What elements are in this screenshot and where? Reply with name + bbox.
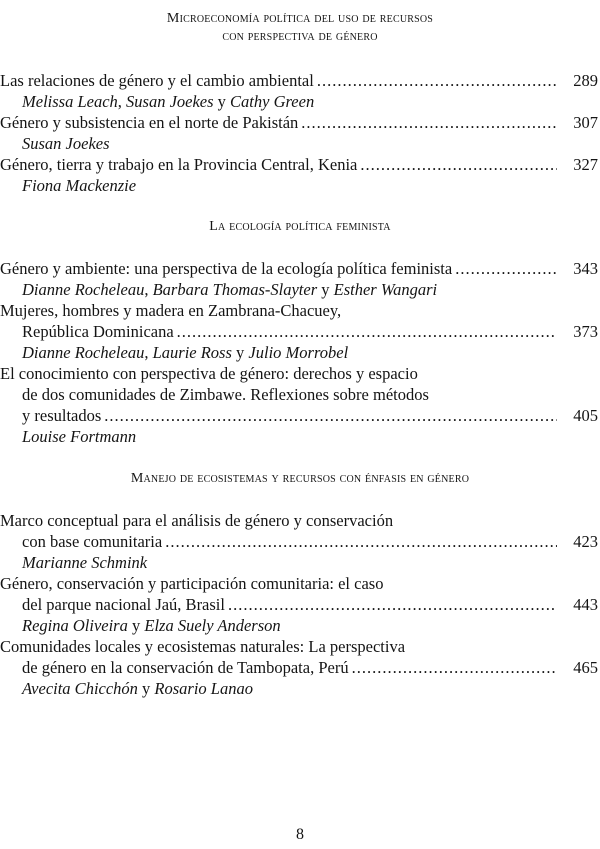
toc-entry[interactable] xyxy=(0,70,600,112)
dot-leader xyxy=(165,531,557,552)
dot-leader-row xyxy=(0,154,560,175)
toc-entry[interactable] xyxy=(0,636,600,699)
entry-title-line: Marco conceptual para el análisis de género y conservación xyxy=(0,511,394,530)
author-separator: y xyxy=(231,343,249,362)
dot-leader-row xyxy=(0,258,560,279)
dot-leader xyxy=(360,154,557,175)
page-number[interactable]: 423 xyxy=(573,532,598,551)
author-name: Regina Oliveira xyxy=(22,616,128,635)
author-name: Elza Suely Anderson xyxy=(144,616,281,635)
dot-leader xyxy=(301,112,557,133)
entry-title-line: El conocimiento con perspectiva de género: derechos y espacio xyxy=(0,364,418,383)
author-name: Rosario Lanao xyxy=(154,679,253,698)
page-number[interactable]: 373 xyxy=(573,322,598,341)
entry-title-line xyxy=(0,258,600,279)
author-separator: y xyxy=(317,280,334,299)
toc-entry[interactable] xyxy=(0,300,600,363)
dot-leader xyxy=(352,657,557,678)
dot-leader xyxy=(104,405,557,426)
folio-page-number: 8 xyxy=(296,826,304,843)
author-name: Dianne Rocheleau xyxy=(22,280,145,299)
entry-title: de género en la conservación de Tambopata, Perú xyxy=(22,658,349,677)
entry-title-line: Género, conservación y participación comunitaria: el caso xyxy=(0,574,384,593)
page-number[interactable]: 343 xyxy=(573,259,598,278)
author-name: Julio Morrobel xyxy=(248,343,349,362)
entry-authors xyxy=(0,678,600,699)
section-heading xyxy=(0,470,600,488)
author-name: Laurie Ross xyxy=(152,343,232,362)
entry-authors xyxy=(0,342,600,363)
section-heading xyxy=(0,10,600,46)
page-number[interactable]: 405 xyxy=(573,406,598,425)
entry-title: Género y subsistencia en el norte de Pakistán xyxy=(0,113,299,132)
entry-authors xyxy=(0,175,600,196)
author-name: Louise Fortmann xyxy=(22,427,137,446)
entry-title: Género, tierra y trabajo en la Provincia Central, Kenia xyxy=(0,155,358,174)
toc-entry[interactable] xyxy=(0,112,600,154)
entry-title-line xyxy=(0,594,600,615)
dot-leader xyxy=(317,70,557,91)
entry-title-line xyxy=(0,405,600,426)
entry-title-line xyxy=(0,70,600,91)
toc-entry[interactable] xyxy=(0,510,600,573)
section-heading-line: con perspectiva de género xyxy=(222,29,378,44)
author-name: Susan Joekes xyxy=(22,134,110,153)
dot-leader-row xyxy=(0,405,560,426)
section-heading-line: Manejo de ecosistemas y recursos con énfasis en género xyxy=(130,471,470,486)
dot-leader-row xyxy=(0,531,560,552)
entry-title-line: Comunidades locales y ecosistemas naturales: La perspectiva xyxy=(0,637,406,656)
section-heading-line: Microeconomía política del uso de recursos xyxy=(166,11,434,26)
author-name: Susan Joekes xyxy=(126,92,214,111)
entry-title-line xyxy=(0,531,600,552)
author-separator: y xyxy=(137,679,155,698)
page-number[interactable]: 327 xyxy=(573,155,598,174)
entry-authors xyxy=(0,91,600,112)
author-separator: y xyxy=(127,616,145,635)
author-name: Avecita Chicchón xyxy=(22,679,138,698)
page-number[interactable]: 289 xyxy=(573,71,598,90)
author-name: Esther Wangari xyxy=(333,280,438,299)
entry-authors xyxy=(0,552,600,573)
toc-entry[interactable] xyxy=(0,258,600,300)
page-number[interactable]: 465 xyxy=(573,658,598,677)
section-heading xyxy=(0,218,600,236)
author-separator: , xyxy=(144,343,153,362)
entry-authors xyxy=(0,279,600,300)
author-name: Marianne Schmink xyxy=(22,553,148,572)
dot-leader-row xyxy=(0,112,560,133)
toc-entry[interactable] xyxy=(0,363,600,447)
entry-title: República Dominicana xyxy=(22,322,174,341)
entry-title-line: de dos comunidades de Zimbawe. Reflexiones sobre métodos xyxy=(22,385,429,404)
dot-leader-row xyxy=(0,594,560,615)
dot-leader-row xyxy=(0,70,560,91)
dot-leader xyxy=(455,258,557,279)
toc-entry[interactable] xyxy=(0,154,600,196)
entry-title-line: Mujeres, hombres y madera en Zambrana-Chacuey, xyxy=(0,301,342,320)
dot-leader-row xyxy=(0,321,560,342)
entry-title-line xyxy=(0,657,600,678)
author-name: Cathy Green xyxy=(230,92,315,111)
entry-title-line xyxy=(0,112,600,133)
entry-authors xyxy=(0,133,600,154)
entry-authors xyxy=(0,426,600,447)
author-separator: , xyxy=(117,92,127,111)
author-name: Melissa Leach xyxy=(22,92,118,111)
dot-leader xyxy=(228,594,557,615)
author-separator: y xyxy=(213,92,231,111)
author-name: Fiona Mackenzie xyxy=(22,176,137,195)
entry-authors xyxy=(0,615,600,636)
page-number[interactable]: 443 xyxy=(573,595,598,614)
author-separator: , xyxy=(144,280,153,299)
entry-title: Las relaciones de género y el cambio ambiental xyxy=(0,71,314,90)
author-name: Dianne Rocheleau xyxy=(22,343,145,362)
entry-title: con base comunitaria xyxy=(22,532,163,551)
dot-leader-row xyxy=(0,657,560,678)
entry-title: del parque nacional Jaú, Brasil xyxy=(22,595,225,614)
dot-leader xyxy=(177,321,557,342)
author-name: Barbara Thomas-Slayter xyxy=(152,280,318,299)
entry-title: Género y ambiente: una perspectiva de la ecología política feminista xyxy=(0,259,453,278)
entry-title-line xyxy=(0,154,600,175)
section-heading-line: La ecología política feminista xyxy=(209,219,391,234)
page-number[interactable]: 307 xyxy=(573,113,598,132)
entry-title-line xyxy=(0,321,600,342)
entry-title: y resultados xyxy=(22,406,102,425)
toc-entry[interactable] xyxy=(0,573,600,636)
